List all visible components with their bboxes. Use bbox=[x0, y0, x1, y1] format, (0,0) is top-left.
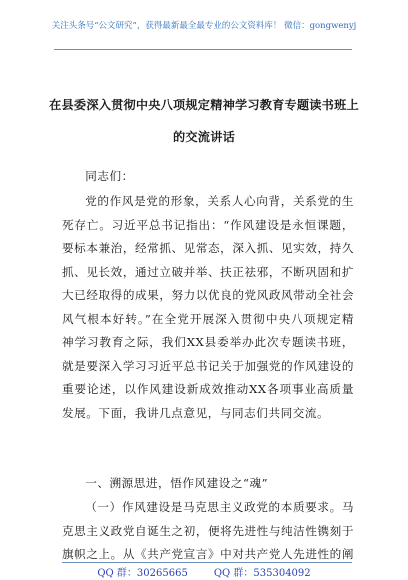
footer-contacts bbox=[0, 564, 408, 579]
page-footer bbox=[0, 562, 408, 580]
salutation: 同志们： bbox=[85, 169, 134, 183]
body-paragraph-intro: 党的作风是党的形象，关系人心向背，关系党的生死存亡。习近平总书记指出：“作风建设是永恒课题，要标本兼治，经常抓、见常态，深入抓、见实效，持久抓、见长效，通过立破并举、扶正祛邪，不断巩固和扩大已经取得的成果，努力以优良的党风政风带动全社会风气根本好转。”在全党开展深入贯彻中央八项规定精神学习教育之际，我们XX县委举办此次专题读书班，就是要深入学习习近平总书记关于加强党的作风建设的重要论述，以作风建设新成效推动XX各项事业高质量发展。下面，我讲几点意见，与同志们共同交流。 bbox=[62, 194, 354, 420]
qq-group-1: QQ 群：30265665 bbox=[97, 568, 188, 579]
document-title-line-1: 在县委深入贯彻中央八项规定精神学习教育专题读书班上 bbox=[49, 98, 359, 112]
header-divider bbox=[54, 49, 352, 50]
document-title-line-2: 的交流讲话 bbox=[173, 130, 235, 144]
body-paragraph-subsection-1: （一）作风建设是马克思主义政党的本质要求。马克思主义政党自诞生之初，便将先进性与纯洁性镌刻于旗帜之上。从《共产党宣言》中对共产党人先进性的阐 bbox=[62, 500, 354, 561]
section-heading-1: 一、溯源思进，悟作风建设之“魂” bbox=[85, 476, 269, 490]
promo-banner: 关注头条号“公文研究”，获得最新最全最专业的公文资料库！ 微信：gongwenyj bbox=[51, 21, 357, 31]
page-header bbox=[0, 0, 408, 62]
qq-group-2: QQ 群：535304092 bbox=[213, 568, 311, 579]
footer-divider bbox=[62, 562, 352, 563]
